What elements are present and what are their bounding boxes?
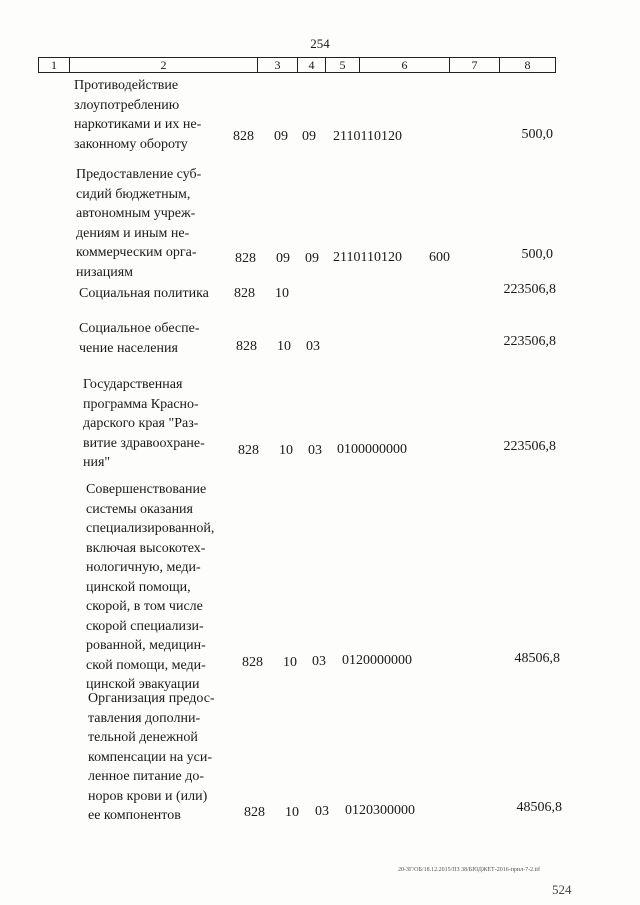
row-target: 2110110120 [333,250,402,265]
header-cell-5: 5 [325,58,359,72]
row-subsection: 03 [315,804,329,819]
row-name: Противодействие злоупотреблению наркотиками и их не- законному обороту [74,78,202,152]
row-name: Социальное обеспе- чение населения [79,321,200,356]
page-number-bottom: 524 [552,882,572,897]
row-amount: 223506,8 [503,282,556,297]
row-code: 828 [233,129,254,144]
row-subsection: 03 [306,339,320,354]
row-name: Социальная политика [79,286,209,301]
row-subsection: 03 [308,443,322,458]
row-section: 10 [277,339,291,354]
row-name: Предоставление суб- сидий бюджетным, автономным учреж- дениям и иным не- коммерческим орга- низациям [76,167,202,280]
row-target: 0100000000 [337,442,407,457]
row-subsection: 09 [302,129,316,144]
row-subsection: 09 [305,251,319,266]
row-target: 0120300000 [345,803,415,818]
row-target: 0120000000 [342,653,412,668]
header-cell-1: 1 [51,58,57,72]
row-amount: 48506,8 [516,800,562,815]
row-subsection: 03 [312,654,326,669]
row-amount: 500,0 [521,127,553,142]
row-amount: 500,0 [521,247,553,262]
row-code: 828 [242,655,263,670]
header-cell-2: 2 [69,58,257,72]
row-name: Организация предос- тавления дополни- тельной денежной компенсации на уси- ленное питание до- норов крови и (или) ее компонентов [88,691,215,823]
header-cell-7: 7 [449,58,499,72]
row-code: 828 [236,339,257,354]
footer-stamp: 20-ЗГ/ОБ/18.12.2015/ПЗ 38/БЮДЖЕТ-2016-прил-7-2.tif [398,867,540,873]
row-target: 2110110120 [333,129,402,144]
row-name: Государственная программа Красно- дарского края "Раз- витие здравоохране- ния" [83,377,205,470]
row-amount: 48506,8 [514,651,560,666]
row-code: 828 [235,251,256,266]
page-number-top: 254 [310,36,330,51]
header-cell-3: 3 [257,58,297,72]
row-code: 828 [244,805,265,820]
row-section: 10 [283,655,297,670]
row-name: Совершенствование системы оказания специализированной, включая высокотех- нологичную, меди- цинской помощи, скорой, в том числе скорой специализи- рованной, медицин- ской помощи, меди- цинской эвакуации [86,482,215,692]
header-cell-4: 4 [297,58,325,72]
row-amount: 223506,8 [503,439,556,454]
header-cell-8: 8 [499,58,555,72]
row-code: 828 [238,443,259,458]
row-section: 10 [285,805,299,820]
row-section: 10 [275,286,289,301]
header-cell-6: 6 [359,58,449,72]
row-expense-type: 600 [429,250,450,265]
row-code: 828 [234,286,255,301]
row-section: 09 [276,251,290,266]
table-header-row [38,57,556,73]
row-section: 09 [274,129,288,144]
row-amount: 223506,8 [503,334,556,349]
row-section: 10 [279,443,293,458]
